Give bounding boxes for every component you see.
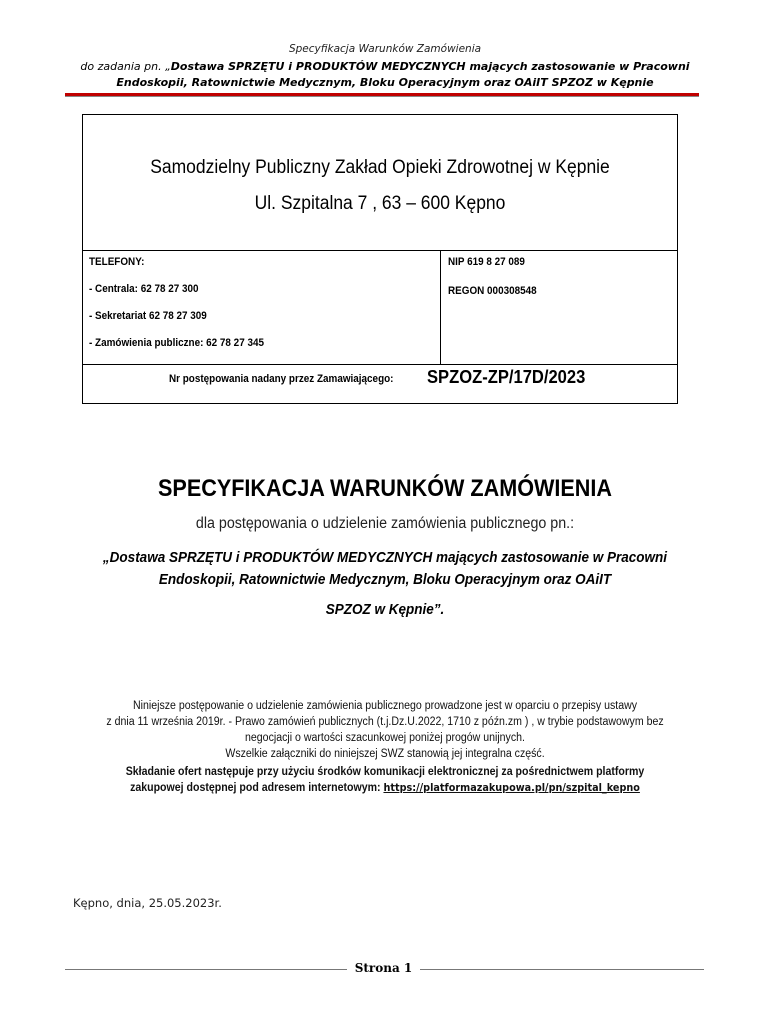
header-rule-thin [65,96,699,97]
procedure-number-label: Nr postępowania nadany przez Zamawiającego: [169,373,394,385]
body-line-1: Niniejsze postępowanie o udzielenie zamówienia publicznego prowadzone jest w oparciu o przepisy ustawy [132,700,638,712]
nip-number: NIP 619 8 27 089 [448,256,525,268]
subject-line-3: SPZOZ w Kępnie”. [325,601,445,618]
document-title: SPECYFIKACJA WARUNKÓW ZAMÓWIENIA [158,475,612,502]
header-subject-line2: Endoskopii, Ratownictwie Medycznym, Bloku Operacyjnym oraz OAiIT SPZOZ w Kępnie [116,76,654,89]
header-title: Specyfikacja Warunków Zamówienia [288,43,482,55]
header-subject-main: Dostawa SPRZĘTU i PRODUKTÓW MEDYCZNYCH mających zastosowanie w Pracowni [170,60,690,73]
procedure-number: SPZOZ-ZP/17D/2023 [427,367,586,387]
phone-secretariat: - Sekretariat 62 78 27 309 [89,310,207,322]
body-line-3: negocjacji o wartości szacunkowej poniżej progów unijnych. [245,732,525,744]
regon-number: REGON 000308548 [448,285,537,297]
document-subtitle: dla postępowania o udzielenie zamówienia publicznego pn.: [195,515,575,532]
body-line-5: Składanie ofert następuje przy użyciu środków komunikacji elektronicznej za pośrednictwem platformy [125,766,645,778]
subject-line-1: „Dostawa SPRZĘTU i PRODUKTÓW MEDYCZNYCH mających zastosowanie w Pracowni [102,549,668,566]
footer-rule [65,969,347,970]
organization-box [82,114,678,404]
document-date: Kępno, dnia, 25.05.2023r. [73,896,222,910]
phone-central: - Centrala: 62 78 27 300 [89,283,199,295]
phone-procurement: - Zamówienia publiczne: 62 78 27 345 [89,337,264,349]
platform-link[interactable]: https://platformazakupowa.pl/pn/szpital_kepno [383,782,640,794]
body-line-4: Wszelkie załączniki do niniejszej SWZ stanowią jej integralna część. [225,748,545,760]
body-line-6-text: zakupowej dostępnej pod adresem internetowym: [130,782,384,794]
subject-line-2: Endoskopii, Ratownictwie Medycznym, Bloku Operacyjnym oraz OAiIT [158,571,612,588]
header-prefix: do zadania pn. „ [80,60,171,73]
table-divider [83,250,677,251]
footer-rule [420,969,704,970]
body-line-2: z dnia 11 września 2019r. - Prawo zamówień publicznych (t.j.Dz.U.2022, 1710 z późn.zm ) , w trybie podstawowym bez [106,716,664,728]
table-column-divider [440,250,441,364]
table-divider [83,364,677,365]
organization-name: Samodzielny Publiczny Zakład Opieki Zdrowotnej w Kępnie [150,157,610,178]
header-subject-line1 [0,60,770,73]
page-number: Strona 1 [354,961,413,975]
phones-label: TELEFONY: [89,256,145,268]
body-line-6 [31,782,739,794]
organization-address: Ul. Szpitalna 7 , 63 – 600 Kępno [254,193,506,214]
